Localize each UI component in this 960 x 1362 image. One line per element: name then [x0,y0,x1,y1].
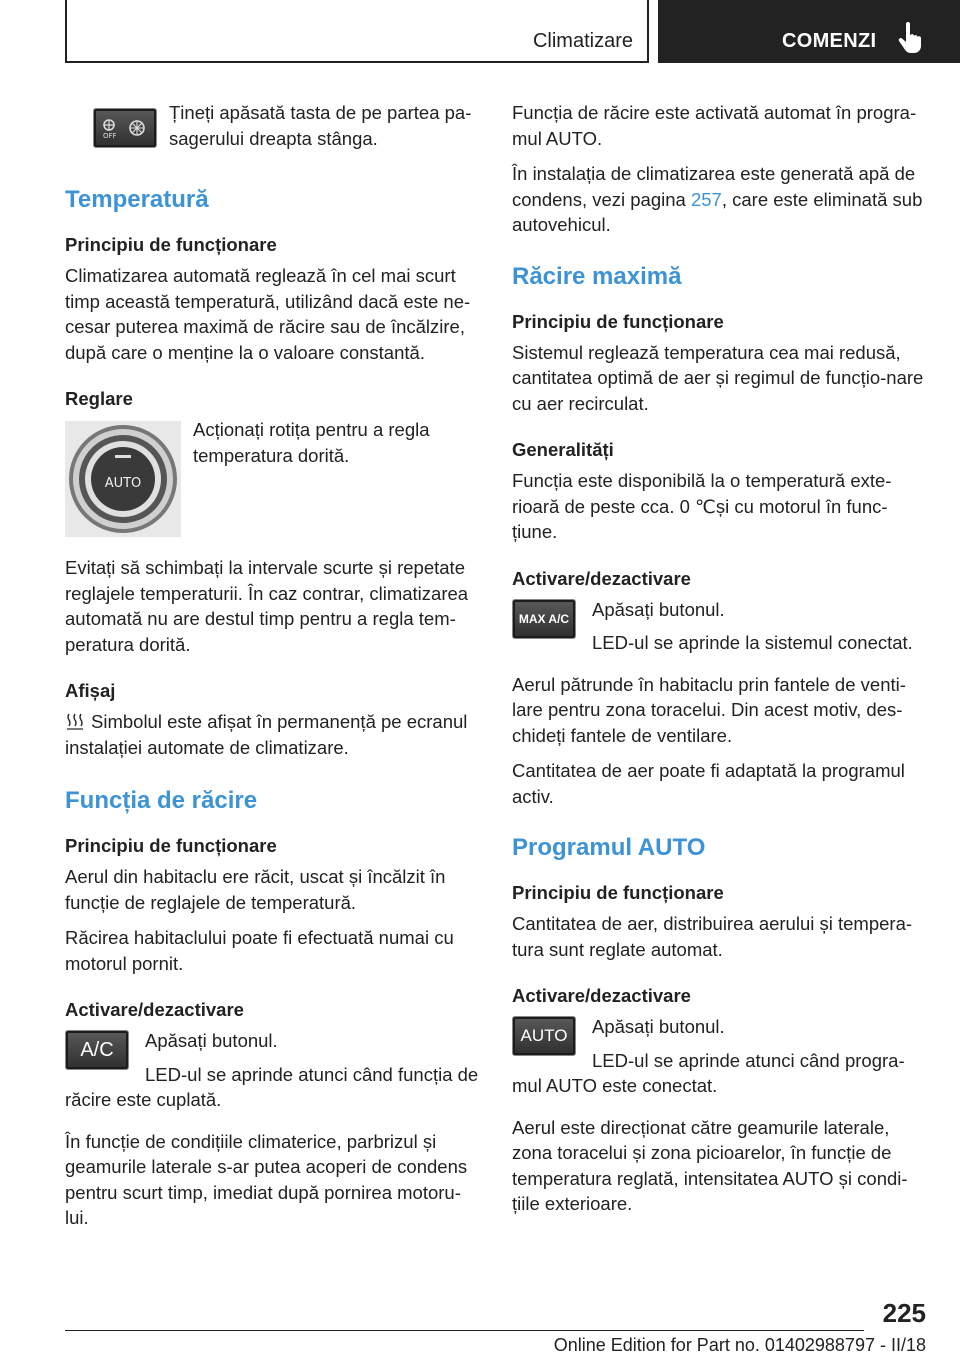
cooling-heading: Funcția de răcire [65,787,258,814]
page-number: 225 [882,1298,926,1328]
display-paragraph [65,709,481,760]
footer-rule [65,1330,864,1331]
display-heading: Afișaj [65,680,116,701]
fan-intro-text: Țineți apăsată tasta de pe partea pa-sagerului dreapta stânga. [169,102,472,149]
max-text-2: Cantitatea de aer poate fi adaptată la programul activ. [512,760,905,807]
cool-activation-heading: Activare/dezactivare [65,999,244,1020]
page-header [0,0,960,66]
heat-waves-icon [65,712,85,730]
max-ac-row [512,597,928,664]
max-activation-heading: Activare/dezactivare [512,567,691,589]
auto-principle-heading: Principiu de funcționare [512,882,724,903]
max-cooling-heading: Răcire maximă [512,262,682,290]
knob-auto-label: AUTO [104,476,142,491]
auto-principle-text: Cantitatea de aer, distribuirea aerului și tempera-tura sunt reglate automat. [512,913,913,960]
max-press-text: Apăsați butonul. [592,598,725,620]
header-section-box [65,0,649,63]
auto-press-text: Apăsați butonul. [592,1016,725,1037]
ac-press-text: Apăsați butonul. [145,1030,278,1051]
cool-principle-heading: Principiu de funcționare [65,835,277,856]
auto-row [512,1014,928,1107]
temperature-heading: Temperatură [65,186,209,213]
left-column [65,100,481,1241]
section-title: Climatizare [532,30,633,52]
general-text: Funcția este disponibilă la o temperatură exte-rioară de peste cca. 0 ℃și cu motorul în func-țiune. [512,470,892,542]
header-commands-box [658,0,960,63]
auto-program-heading: Programul AUTO [512,834,706,861]
adjust-heading: Reglare [65,388,133,409]
max-led-text: LED-ul se aprinde la sistemul conectat. [592,632,913,653]
adjust-row [65,417,481,547]
fan-off-icon [99,116,151,140]
commands-label: COMENZI [782,30,877,52]
page-link[interactable]: 257 [690,188,722,210]
ac-button[interactable]: A/C [65,1030,129,1070]
auto-activation-heading: Activare/dezactivare [512,985,691,1006]
auto-text-1: Aerul este direcționat către geamurile laterale, zona toracelui și zona picioarelor, în funcție de temperatura reglată, intensitatea AUTO și condi-țiile exterioare. [512,1116,908,1214]
adjust-text: Acționați rotița pentru a regla temperatura dorită. [193,419,430,466]
condensate-paragraph [512,161,928,238]
general-heading: Generalități [512,439,614,460]
condensate-text-post: , care este eliminată sub autovehicul. [512,188,923,235]
condensate-text-pre: În instalația de climatizarea este generată apă de condens, vezi pagina [512,163,916,210]
avoid-text: Evitați să schimbați la intervale scurte și repetate reglajele temperaturii. În caz contrar, climatizarea automată nu are destul timp pentru a regla tem-peratura dorită. [65,557,469,655]
max-principle-heading: Principiu de funcționare [512,310,724,332]
svg-text:OFF: OFF [103,132,117,140]
ac-led-text: LED-ul se aprinde atunci când funcția de răcire este cuplată. [65,1063,479,1110]
cool-text-2: Răcirea habitaclului poate fi efectuată numai cu motorul pornit. [65,927,454,974]
fan-off-button[interactable] [93,108,157,148]
ac-row [65,1028,481,1121]
right-column [512,100,928,1227]
max-ac-button[interactable]: MAX A/C [512,599,576,639]
auto-cool-text: Funcția de răcire este activată automat în progra-mul AUTO. [512,102,917,149]
max-text-1: Aerul pătrunde în habitaclu prin fantele de venti-lare pentru zona toracelui. Din acest motiv, des-chideți fantele de ventilare. [512,673,906,746]
temp-principle-text: Climatizarea automată reglează în cel mai scurt timp această temperatură, utilizând dacă este ne-cesar puterea maximă de răcire sau de încălzire, după care o menține la o valoare constantă. [65,265,471,363]
display-text: Simbolul este afișat în permanență pe ecranul instalației automate de climatizare. [65,711,468,758]
auto-led-text: LED-ul se aprinde atunci când progra-mul AUTO este conectat. [512,1049,905,1096]
auto-button[interactable]: AUTO [512,1016,576,1056]
fan-row [65,100,481,159]
temp-principle-heading: Principiu de funcționare [65,234,277,255]
max-principle-text: Sistemul reglează temperatura cea mai redusă, cantitatea optimă de aer și regimul de funcțio-nare cu aer recirculat. [512,341,924,414]
cool-text-1: Aerul din habitaclu ere răcit, uscat și încălzit în funcție de reglajele de temperatură. [65,866,446,913]
edition-text: Online Edition for Part no. 01402988797 - II/18 [553,1335,926,1355]
temperature-knob-icon[interactable] [65,421,181,537]
hand-touch-icon [897,22,923,54]
cool-text-3: În funcție de condițiile climaterice, parbrizul și geamurile laterale s-ar putea acoperi de condens pentru scurt timp, imediat după pornirea motoru-lui. [65,1130,468,1228]
